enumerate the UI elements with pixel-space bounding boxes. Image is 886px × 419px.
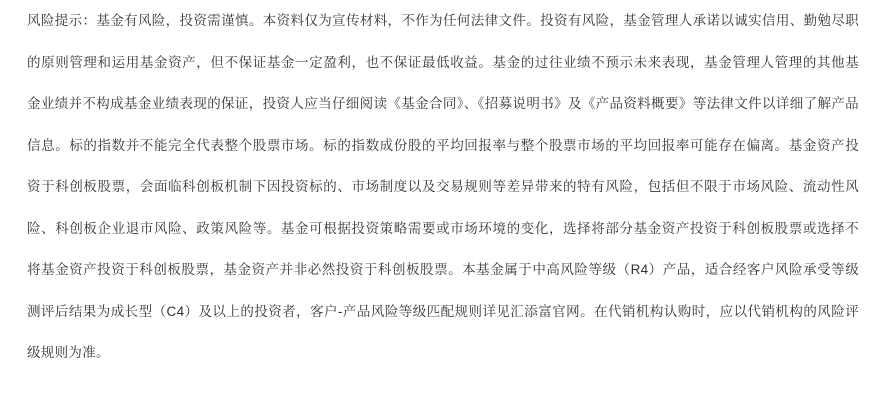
disclaimer-line-3: 金业绩并不构成基金业绩表现的保证，投资人应当仔细阅读《基金合同》、《招募说明书》及《产品资料概要》等法律文件以详细了解产品 (27, 96, 859, 111)
disclaimer-line-4: 信息。标的指数并不能完全代表整个股票市场。标的指数成份股的平均回报率与整个股票市场的平均回报率可能存在偏离。基金资产投 (27, 137, 859, 153)
disclaimer-line-7: 将基金资产投资于科创板股票，基金资产并非必然投资于科创板股票。本基金属于中高风险等级（R4）产品，适合经客户风险承受等级 (27, 262, 859, 277)
disclaimer-line-8: 测评后结果为成长型（C4）及以上的投资者，客户-产品风险等级匹配规则详见汇添富官网。在代销机构认购时，应以代销机构的风险评 (27, 303, 859, 319)
disclaimer-line-5: 资于科创板股票，会面临科创板机制下因投资标的、市场制度以及交易规则等差异带来的特有风险，包括但不限于市场风险、流动性风 (27, 179, 859, 194)
disclaimer-line-9: 级规则为准。 (27, 345, 110, 360)
disclaimer-line-1: 风险提示：基金有风险，投资需谨慎。本资料仅为宣传材料，不作为任何法律文件。投资有风险，基金管理人承诺以诚实信用、勤勉尽职 (27, 13, 859, 28)
disclaimer-line-6: 险、科创板企业退市风险、政策风险等。基金可根据投资策略需要或市场环境的变化，选择将部分基金资产投资于科创板股票或选择不 (27, 220, 859, 236)
disclaimer-line-2: 的原则管理和运用基金资产，但不保证基金一定盈利，也不保证最低收益。基金的过往业绩不预示未来表现，基金管理人管理的其他基 (27, 54, 859, 70)
